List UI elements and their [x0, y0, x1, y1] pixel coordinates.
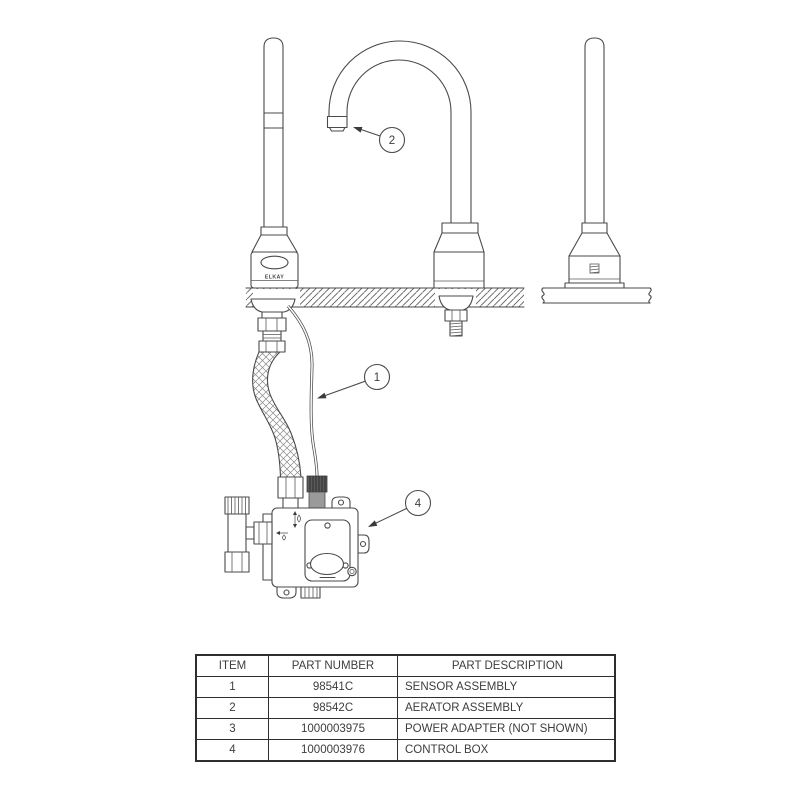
part-number-cell: 1000003976 [269, 740, 398, 762]
spout-column [264, 38, 283, 227]
header-part-number: PART NUMBER [269, 655, 398, 677]
description-cell: POWER ADAPTER (NOT SHOWN) [398, 719, 616, 740]
item-cell: 4 [196, 740, 269, 762]
aerator [328, 117, 348, 128]
part-number-cell: 98542C [269, 698, 398, 719]
spout-base-collar [442, 223, 478, 233]
callout-2 [353, 127, 405, 153]
header-part-description: PART DESCRIPTION [398, 655, 616, 677]
spout-base [434, 252, 484, 288]
valve-body [228, 514, 246, 552]
sensor-window [261, 256, 288, 269]
callout-4-label: 4 [414, 498, 422, 510]
mounting-nut [445, 310, 467, 321]
callout-1 [317, 365, 390, 399]
gooseneck-spout [328, 41, 485, 288]
table-row [196, 719, 615, 740]
part-number-cell: 1000003975 [269, 719, 398, 740]
table-row [196, 677, 615, 698]
inlet-nut [254, 522, 272, 544]
description-cell: CONTROL BOX [398, 740, 616, 762]
side-counter-surface [542, 288, 651, 303]
callout-2-label: 2 [388, 135, 396, 147]
front-view-faucet [251, 38, 298, 288]
hose-nut [278, 477, 303, 498]
side-spout-column [585, 38, 604, 223]
callout-4 [368, 491, 431, 528]
callout-1-label: 1 [373, 372, 381, 384]
side-view-faucet [542, 38, 651, 303]
supply-hose [253, 352, 303, 508]
item-cell: 1 [196, 677, 269, 698]
part-number-cell: 98541C [269, 677, 398, 698]
description-cell: SENSOR ASSEMBLY [398, 677, 616, 698]
table-row [196, 698, 615, 719]
item-cell: 2 [196, 698, 269, 719]
brand-label: ELKAY [264, 274, 285, 281]
parts-table [195, 654, 616, 762]
indicator-port [348, 567, 356, 575]
spout-collar [261, 227, 287, 235]
battery-cover [311, 554, 344, 575]
description-cell: AERATOR ASSEMBLY [398, 698, 616, 719]
right-mounting-stud [439, 296, 473, 336]
table-row [196, 740, 615, 762]
header-item: ITEM [196, 655, 269, 677]
item-cell: 3 [196, 719, 269, 740]
table-header-row [196, 655, 615, 677]
control-box [263, 497, 369, 598]
